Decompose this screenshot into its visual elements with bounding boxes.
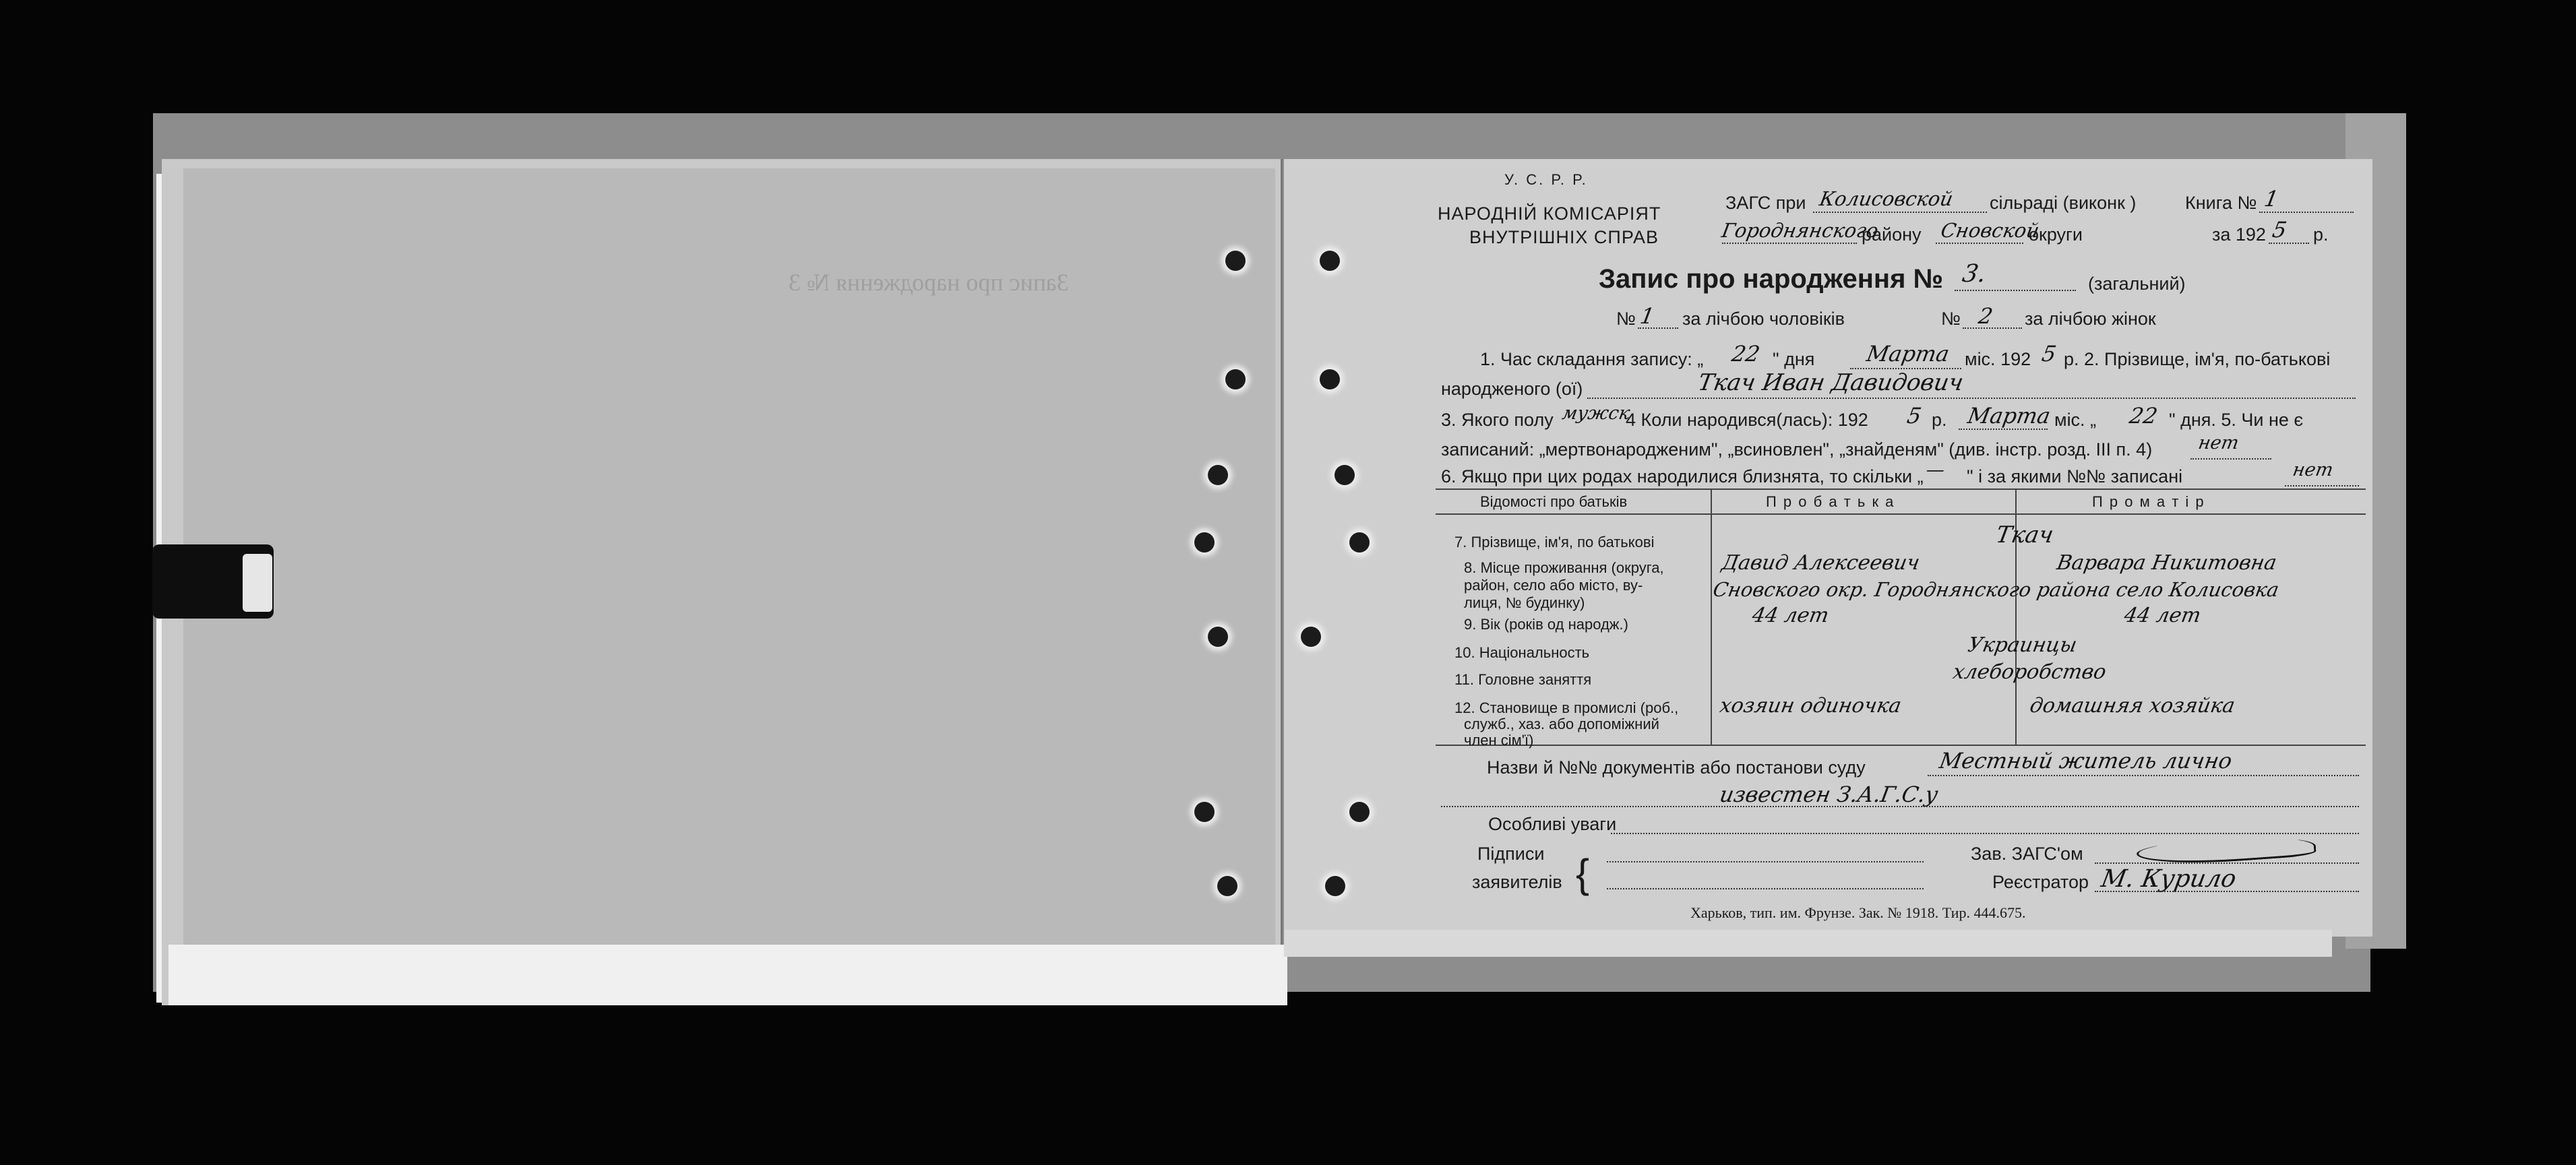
row3-label-c: р. — [1932, 410, 1947, 430]
documents-value-2: известен З.А.Г.С.у — [1717, 782, 1940, 807]
row3-label-a: 3. Якого полу — [1441, 410, 1554, 430]
binding-hole — [1217, 876, 1237, 896]
binder-clip-tab — [243, 554, 272, 612]
special-notes-label: Особливі уваги — [1488, 814, 1617, 834]
signature-line — [1607, 861, 1924, 862]
row3-label-b: 4 Коли народився(лась): 192 — [1626, 410, 1868, 430]
birth-month-value: Марта — [1965, 403, 2053, 429]
dotted-line — [2190, 458, 2271, 460]
commissariat-line-1: НАРОДНІЙ КОМІСАРІЯТ — [1438, 203, 1661, 224]
row10-label: 10. Національность — [1454, 644, 1590, 661]
row5-label-a: 6. Якщо при цих родах народилися близнята, то скільки „ — [1441, 466, 1924, 486]
zags-label: ЗАГС при — [1725, 193, 1806, 213]
dotted-line — [1441, 806, 2359, 807]
row12-label-a: 12. Становище в промислі (роб., — [1454, 699, 1679, 716]
table-border-bottom — [1436, 745, 2366, 746]
table-header-info: Відомості про батьків — [1480, 493, 1628, 510]
row1-label-b: " дня — [1773, 349, 1815, 369]
ussr-label: У. С. Р. Р. — [1504, 171, 1588, 188]
row3-label-e: " дня. 5. Чи не є — [2169, 410, 2304, 430]
signature-line — [1607, 888, 1924, 889]
dotted-line — [1928, 775, 2359, 776]
row5-label-b: " і за якими №№ записані — [1967, 466, 2183, 486]
binding-hole — [1208, 627, 1228, 647]
row12-label-c: член сім'ї) — [1464, 732, 1534, 749]
signatures-label-b: заявителів — [1472, 872, 1562, 892]
documents-value-1: Местный житель лично — [1937, 748, 2234, 774]
dotted-line — [1611, 833, 2359, 834]
row2-label: народженого (ої) — [1441, 379, 1583, 399]
book-label: Книга № — [2185, 193, 2257, 213]
row4-label: записаний: „мертвонародженим", „всиновлен", „знайденям" (див. інстр. розд. ІІІ п. 4) — [1441, 439, 2153, 460]
row1-label-d: р. 2. Прізвище, ім'я, по-батькові — [2064, 349, 2331, 369]
left-page-blank — [183, 168, 1275, 950]
binding-hole — [1320, 369, 1340, 389]
binding-hole — [1225, 369, 1246, 389]
binding-hole — [1349, 802, 1370, 822]
silrada-value: Колисовской — [1818, 187, 1955, 210]
father-age: 44 лет — [1750, 604, 1831, 627]
stillborn-value: нет — [2197, 433, 2241, 453]
father-status: хозяин одиночка — [1717, 694, 1903, 718]
occupation-value: хлеборобство — [1951, 660, 2108, 684]
row12-label-b: служб., хаз. або допоміжний — [1464, 716, 1659, 732]
parents-surname: Ткач — [1994, 522, 2056, 548]
okrug-value: Сновской — [1939, 219, 2042, 242]
mother-name: Варвара Никитовна — [2054, 551, 2279, 575]
printer-imprint: Харьков, тип. им. Фрунзе. Зак. № 1918. Тир. 444.675. — [1690, 904, 2026, 921]
table-header-border — [1436, 513, 2366, 515]
documents-label: Назви й №№ документів або постанови суду — [1487, 757, 1866, 778]
row11-label: 11. Головне заняття — [1454, 671, 1592, 688]
okrug-label: округи — [2029, 224, 2083, 245]
row8-label-c: лиця, № будинку) — [1464, 594, 1585, 611]
mother-status: домашняя хозяйка — [2027, 694, 2237, 718]
row1-month: Марта — [1864, 341, 1952, 367]
row1-label-c: міс. 192 — [1965, 349, 2031, 369]
table-header-mother: П р о м а т і р — [2092, 493, 2205, 510]
dotted-line — [2285, 485, 2359, 486]
dotted-line — [2095, 891, 2359, 892]
binding-hole — [1320, 251, 1340, 271]
male-number-value: 1 — [1638, 303, 1657, 329]
row1-year: 5 — [2040, 341, 2058, 367]
year-label: за 192 — [2212, 224, 2266, 245]
child-name: Ткач Иван Давидович — [1696, 369, 1966, 396]
signatures-brace: { — [1576, 851, 1590, 896]
rayon-value: Городнянского — [1720, 219, 1880, 242]
female-number-label: за лічбою жінок — [2025, 309, 2156, 329]
table-header-father: П р о б а т ь к а — [1766, 493, 1895, 510]
table-border-top — [1436, 489, 2366, 490]
signatures-label-a: Підписи — [1477, 844, 1545, 864]
binding-hole — [1301, 627, 1321, 647]
father-name: Давид Алексеевич — [1719, 551, 1922, 575]
dotted-line — [2259, 212, 2354, 213]
dotted-line — [1722, 243, 1857, 244]
row7-label: 7. Прізвище, ім'я, по батькові — [1454, 534, 1655, 550]
dotted-line — [1963, 327, 2022, 329]
zags-head-label: Зав. ЗАГС'ом — [1971, 844, 2083, 864]
male-number-prefix: № — [1616, 309, 1636, 329]
residence-value: Сновского окр. Городнянского района село Колисовка — [1711, 578, 2281, 601]
dotted-line — [1587, 398, 2356, 399]
record-title: Запис про народження № — [1599, 264, 1944, 294]
dotted-line — [2095, 862, 2359, 864]
commissariat-line-2: ВНУТРІШНІХ СПРАВ — [1469, 227, 1659, 247]
binding-hole — [1325, 876, 1345, 896]
twins-numbers: нет — [2291, 460, 2335, 480]
left-page-bottom-edge — [168, 945, 1287, 1005]
dotted-line — [1936, 243, 2023, 244]
binding-hole — [1208, 465, 1228, 485]
female-number-value: 2 — [1976, 303, 1995, 329]
row9-label: 9. Вік (років од народж.) — [1464, 616, 1628, 633]
row8-label-a: 8. Місце проживання (округа, — [1464, 559, 1664, 576]
dotted-line — [1955, 290, 2076, 291]
dotted-line — [2269, 243, 2309, 244]
right-page-bottom-edge — [1284, 930, 2332, 957]
mother-age: 44 лет — [2122, 604, 2203, 627]
registrar-signature: М. Курило — [2099, 865, 2238, 893]
birth-year-value: 5 — [1905, 403, 1924, 429]
birth-day-value: 22 — [2127, 403, 2160, 429]
female-number-prefix: № — [1941, 309, 1961, 329]
row1-label-a: 1. Час складання запису: „ — [1480, 349, 1704, 369]
row3-label-d: міс. „ — [2054, 410, 2097, 430]
sex-value: мужск — [1560, 403, 1632, 424]
silrada-label: сільраді (виконк ) — [1990, 193, 2137, 213]
rayon-label: району — [1862, 224, 1922, 245]
binding-hole — [1194, 802, 1215, 822]
male-number-label: за лічбою чоловіків — [1682, 309, 1845, 329]
binding-hole — [1349, 532, 1370, 553]
row1-day: 22 — [1729, 341, 1762, 367]
binding-hole — [1335, 465, 1355, 485]
binding-hole — [1194, 532, 1215, 553]
dotted-line — [1813, 212, 1987, 213]
dotted-line — [1638, 327, 1678, 329]
year-suffix: р. — [2313, 224, 2329, 245]
table-column-divider — [1711, 489, 1712, 745]
record-total-label: (загальний) — [2088, 274, 2186, 294]
nationality-value: Украинцы — [1965, 633, 2079, 657]
registrar-label: Реєстратор — [1992, 872, 2089, 892]
row8-label-b: район, село або місто, ву- — [1464, 577, 1643, 594]
year-value: 5 — [2270, 217, 2289, 243]
record-number: 3. — [1960, 260, 1988, 288]
twins-count: — — [1924, 460, 1946, 480]
binding-hole — [1225, 251, 1246, 271]
dotted-line — [1959, 429, 2048, 430]
bleed-through-text: Запис про народження № 3 — [789, 269, 1069, 296]
book-value: 1 — [2262, 186, 2281, 212]
